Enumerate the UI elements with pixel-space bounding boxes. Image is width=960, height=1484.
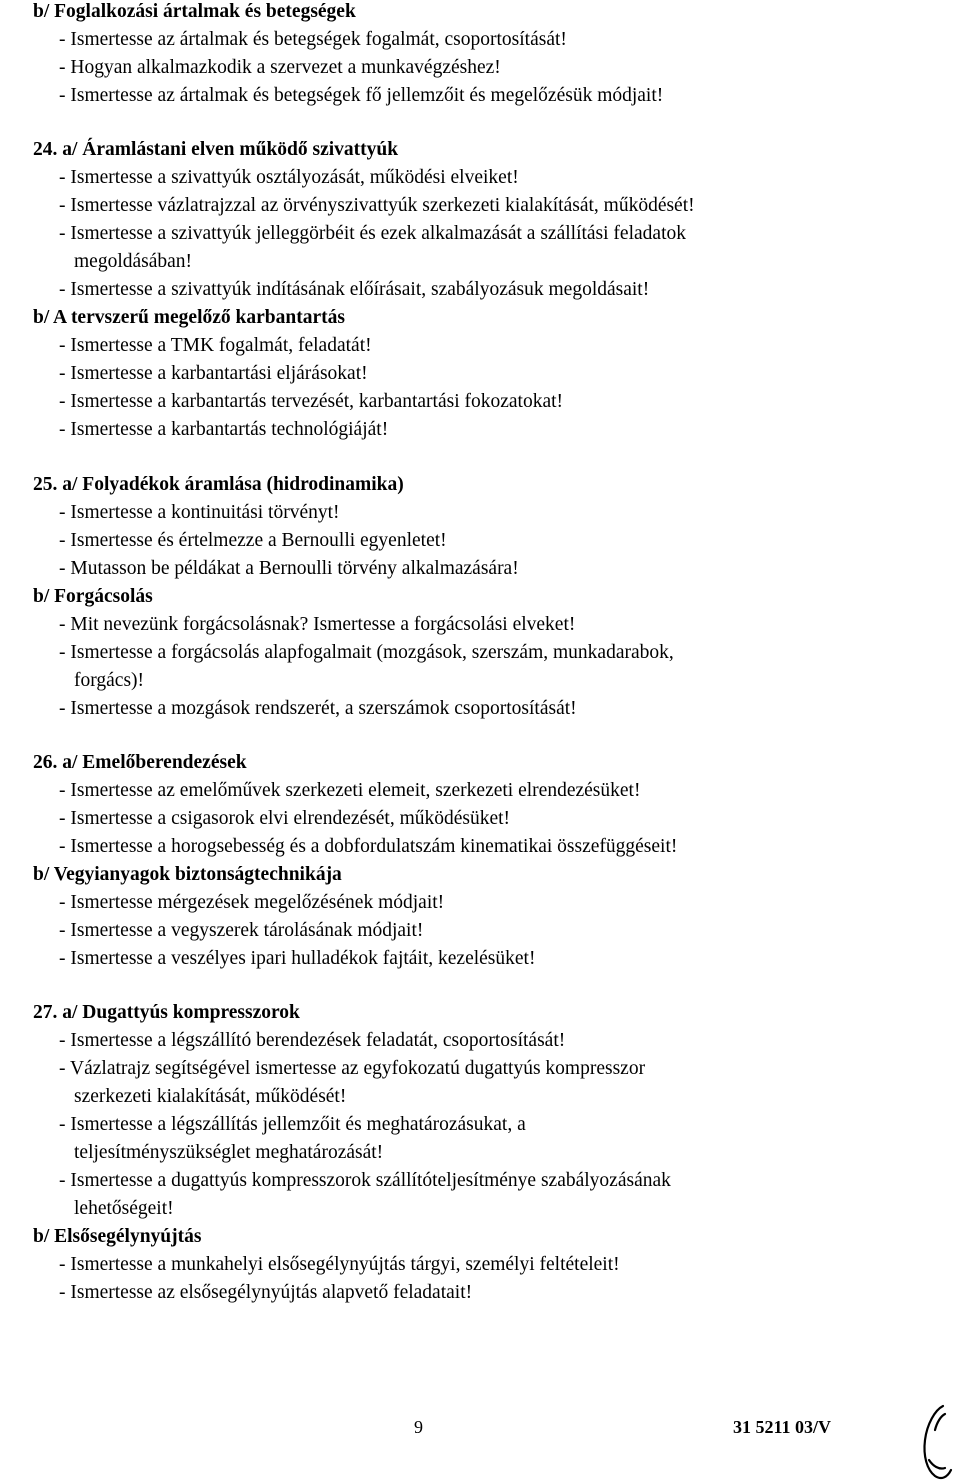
line-4: - Ismertesse az ártalmak és betegségek fő jellemzőit és megelőzésük módjait! <box>59 85 664 106</box>
line-39: - Ismertesse a dugattyús kompresszorok szállítóteljesítménye szabályozásának <box>59 1170 671 1191</box>
line-42: - Ismertesse a munkahelyi elsősegélynyújtás tárgyi, személyi feltételeit! <box>59 1254 620 1275</box>
line-31: - Ismertesse a vegyszerek tárolásának módjait! <box>59 920 424 941</box>
line-3: - Hogyan alkalmazkodik a szervezet a munkavégzéshez! <box>59 57 501 78</box>
line-8: - Ismertesse a szivattyúk jelleggörbéit és ezek alkalmazását a szállítási feladatok <box>59 223 686 244</box>
line-26: - Ismertesse az emelőművek szerkezeti elemeit, szerkezeti elrendezésüket! <box>59 780 641 801</box>
line-19: - Mutasson be példákat a Bernoulli törvény alkalmazására! <box>59 558 519 579</box>
handwritten-signature <box>915 1400 960 1484</box>
line-33: 27. a/ Dugattyús kompresszorok <box>33 1002 300 1023</box>
line-35: - Vázlatrajz segítségével ismertesse az egyfokozatú dugattyús kompresszor <box>59 1058 646 1079</box>
line-6: - Ismertesse a szivattyúk osztályozását, működési elveiket! <box>59 167 519 188</box>
line-10: - Ismertesse a szivattyúk indításának előírásait, szabályozásuk megoldásait! <box>59 279 650 300</box>
line-22: - Ismertesse a forgácsolás alapfogalmait (mozgások, szerszám, munkadarabok, <box>59 642 674 663</box>
line-30: - Ismertesse mérgezések megelőzésének módjait! <box>59 892 445 913</box>
line-21: - Mit nevezünk forgácsolásnak? Ismertesse a forgácsolási elveket! <box>59 614 576 635</box>
line-29: b/ Vegyianyagok biztonságtechnikája <box>33 864 342 885</box>
line-18: - Ismertesse és értelmezze a Bernoulli egyenletet! <box>59 530 447 551</box>
line-43: - Ismertesse az elsősegélynyújtás alapvető feladatait! <box>59 1282 473 1303</box>
line-14: - Ismertesse a karbantartás tervezését, karbantartási fokozatokat! <box>59 391 564 412</box>
line-9: megoldásában! <box>74 251 193 272</box>
line-16: 25. a/ Folyadékok áramlása (hidrodinamika) <box>33 474 404 495</box>
line-12: - Ismertesse a TMK fogalmát, feladatát! <box>59 335 372 356</box>
line-17: - Ismertesse a kontinuitási törvényt! <box>59 502 340 523</box>
line-15: - Ismertesse a karbantartás technológiáját! <box>59 419 389 440</box>
document-code: 31 5211 03/V <box>733 1417 832 1437</box>
line-41: b/ Elsősegélynyújtás <box>33 1226 202 1247</box>
line-20: b/ Forgácsolás <box>33 586 153 607</box>
line-34: - Ismertesse a légszállító berendezések feladatát, csoportosítását! <box>59 1030 566 1051</box>
line-5: 24. a/ Áramlástani elven működő szivattyúk <box>33 139 399 160</box>
line-28: - Ismertesse a horogsebesség és a dobfordulatszám kinematikai összefüggéseit! <box>59 836 678 857</box>
line-23: forgács)! <box>74 670 145 691</box>
line-11: b/ A tervszerű megelőző karbantartás <box>33 307 345 328</box>
line-32: - Ismertesse a veszélyes ipari hulladékok fajtáit, kezelésüket! <box>59 948 536 969</box>
line-37: - Ismertesse a légszállítás jellemzőit és meghatározásukat, a <box>59 1114 526 1135</box>
line-36: szerkezeti kialakítását, működését! <box>74 1086 347 1107</box>
line-27: - Ismertesse a csigasorok elvi elrendezését, működésüket! <box>59 808 511 829</box>
line-13: - Ismertesse a karbantartási eljárásokat! <box>59 363 368 384</box>
line-1: b/ Foglalkozási ártalmak és betegségek <box>33 1 356 22</box>
line-2: - Ismertesse az ártalmak és betegségek fogalmát, csoportosítását! <box>59 29 567 50</box>
line-24: - Ismertesse a mozgások rendszerét, a szerszámok csoportosítását! <box>59 698 577 719</box>
line-7: - Ismertesse vázlatrajzzal az örvényszivattyúk szerkezeti kialakítását, működését! <box>59 195 695 216</box>
line-40: lehetőségeit! <box>74 1198 174 1219</box>
line-25: 26. a/ Emelőberendezések <box>33 752 247 773</box>
page-number: 9 <box>414 1417 423 1437</box>
line-38: teljesítményszükséglet meghatározását! <box>74 1142 384 1163</box>
